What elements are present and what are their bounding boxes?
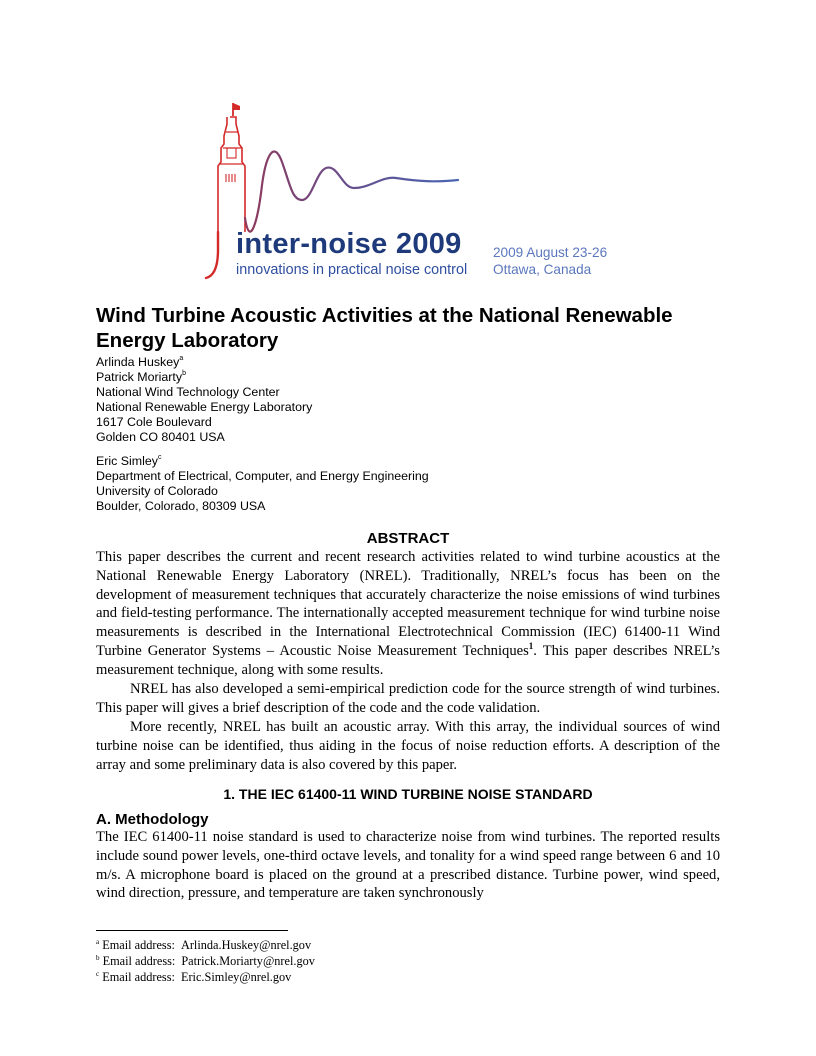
- footnote-email: Patrick.Moriarty@nrel.gov: [181, 954, 315, 968]
- subsection-heading: A. Methodology: [96, 811, 209, 828]
- abstract-text: This paper describes the current and recent research activities related to wind turbine acoustics at the National Renewable Energy Laboratory (NREL). Traditionally, NREL’s focus has been on the development of measurement techniques that accurately characterize the noise emissions of wind turbines and field-testing performance. The internationally accepted measurement technique for wind turbine noise measurements is described in the International Electrotechnical Commission (IEC) 61400-11 Wind Turbine Generator Systems – Acoustic Noise Measurement Techniques: [96, 549, 720, 659]
- affiliation-line: National Renewable Energy Laboratory: [96, 400, 313, 414]
- footnote-label: Email address:: [102, 954, 176, 968]
- footnote-mark: b: [182, 370, 186, 377]
- conference-name: inter-noise 2009: [236, 228, 462, 260]
- author-name: Eric Simley: [96, 454, 158, 468]
- author-name: Patrick Moriarty: [96, 370, 183, 384]
- conference-date: 2009 August 23-26: [493, 245, 608, 260]
- author-line: [96, 355, 312, 370]
- author-block-2: [96, 454, 429, 514]
- abstract-text: . This paper describes NREL’s measurement technique, along with some results.: [96, 642, 720, 678]
- author-line: [96, 454, 429, 469]
- footnotes: [96, 937, 315, 985]
- affiliation-line: 1617 Cole Boulevard: [96, 415, 212, 429]
- author-line: [96, 370, 312, 385]
- author-name: Arlinda Huskey: [96, 355, 180, 369]
- conference-location: Ottawa, Canada: [493, 262, 592, 277]
- footnote-divider: [96, 930, 288, 931]
- paper-title: Wind Turbine Acoustic Activities at the National Renewable Energy Laboratory: [96, 304, 673, 352]
- footnote-label: Email address:: [102, 970, 175, 984]
- affiliation-line: National Wind Technology Center: [96, 385, 280, 399]
- footnote-mark: c: [157, 454, 162, 461]
- abstract-paragraph: More recently, NREL has built an acoustic array. With this array, the individual sources of wind turbine noise can be identified, thus aiding in the focus of noise reduction efforts. A description of the array and some preliminary data is also covered by this paper.: [96, 719, 720, 773]
- footnote-label: Email address:: [102, 938, 175, 952]
- abstract-paragraph: [96, 548, 720, 680]
- abstract-heading: ABSTRACT: [366, 530, 450, 547]
- footnote: [96, 953, 315, 969]
- affiliation-line: Golden CO 80401 USA: [96, 430, 225, 444]
- footnote-mark: a: [179, 355, 184, 362]
- footnote-mark: c: [96, 970, 100, 978]
- abstract-paragraph: NREL has also developed a semi-empirical prediction code for the source strength of wind turbines. This paper will gives a brief description of the code and the code validation.: [96, 681, 720, 716]
- section-heading: 1. THE IEC 61400-11 WIND TURBINE NOISE STANDARD: [223, 786, 593, 802]
- footnote-email: Eric.Simley@nrel.gov: [180, 970, 292, 984]
- reference-mark: 1: [528, 641, 534, 652]
- footnote: [96, 937, 315, 953]
- section-paragraph: The IEC 61400-11 noise standard is used to characterize noise from wind turbines. The reported results include sound power levels, one-third octave levels, and tonality for a wind speed range between 6 and 10 m/s. A microphone board is placed on the ground at a prescribed distance. Turbine power, wind speed, wind direction, pressure, and temperature are taken synchronously: [96, 829, 720, 902]
- affiliation-line: Department of Electrical, Computer, and Energy Engineering: [96, 469, 429, 483]
- affiliation-line: University of Colorado: [96, 484, 218, 498]
- footnote-mark: b: [96, 954, 100, 962]
- author-block-1: [96, 355, 312, 445]
- conference-logo: [200, 100, 630, 285]
- footnote-email: Arlinda.Huskey@nrel.gov: [180, 938, 312, 952]
- conference-tagline: innovations in practical noise control: [236, 262, 468, 278]
- affiliation-line: Boulder, Colorado, 80309 USA: [96, 499, 266, 513]
- footnote-mark: a: [96, 938, 100, 946]
- footnote: [96, 969, 315, 985]
